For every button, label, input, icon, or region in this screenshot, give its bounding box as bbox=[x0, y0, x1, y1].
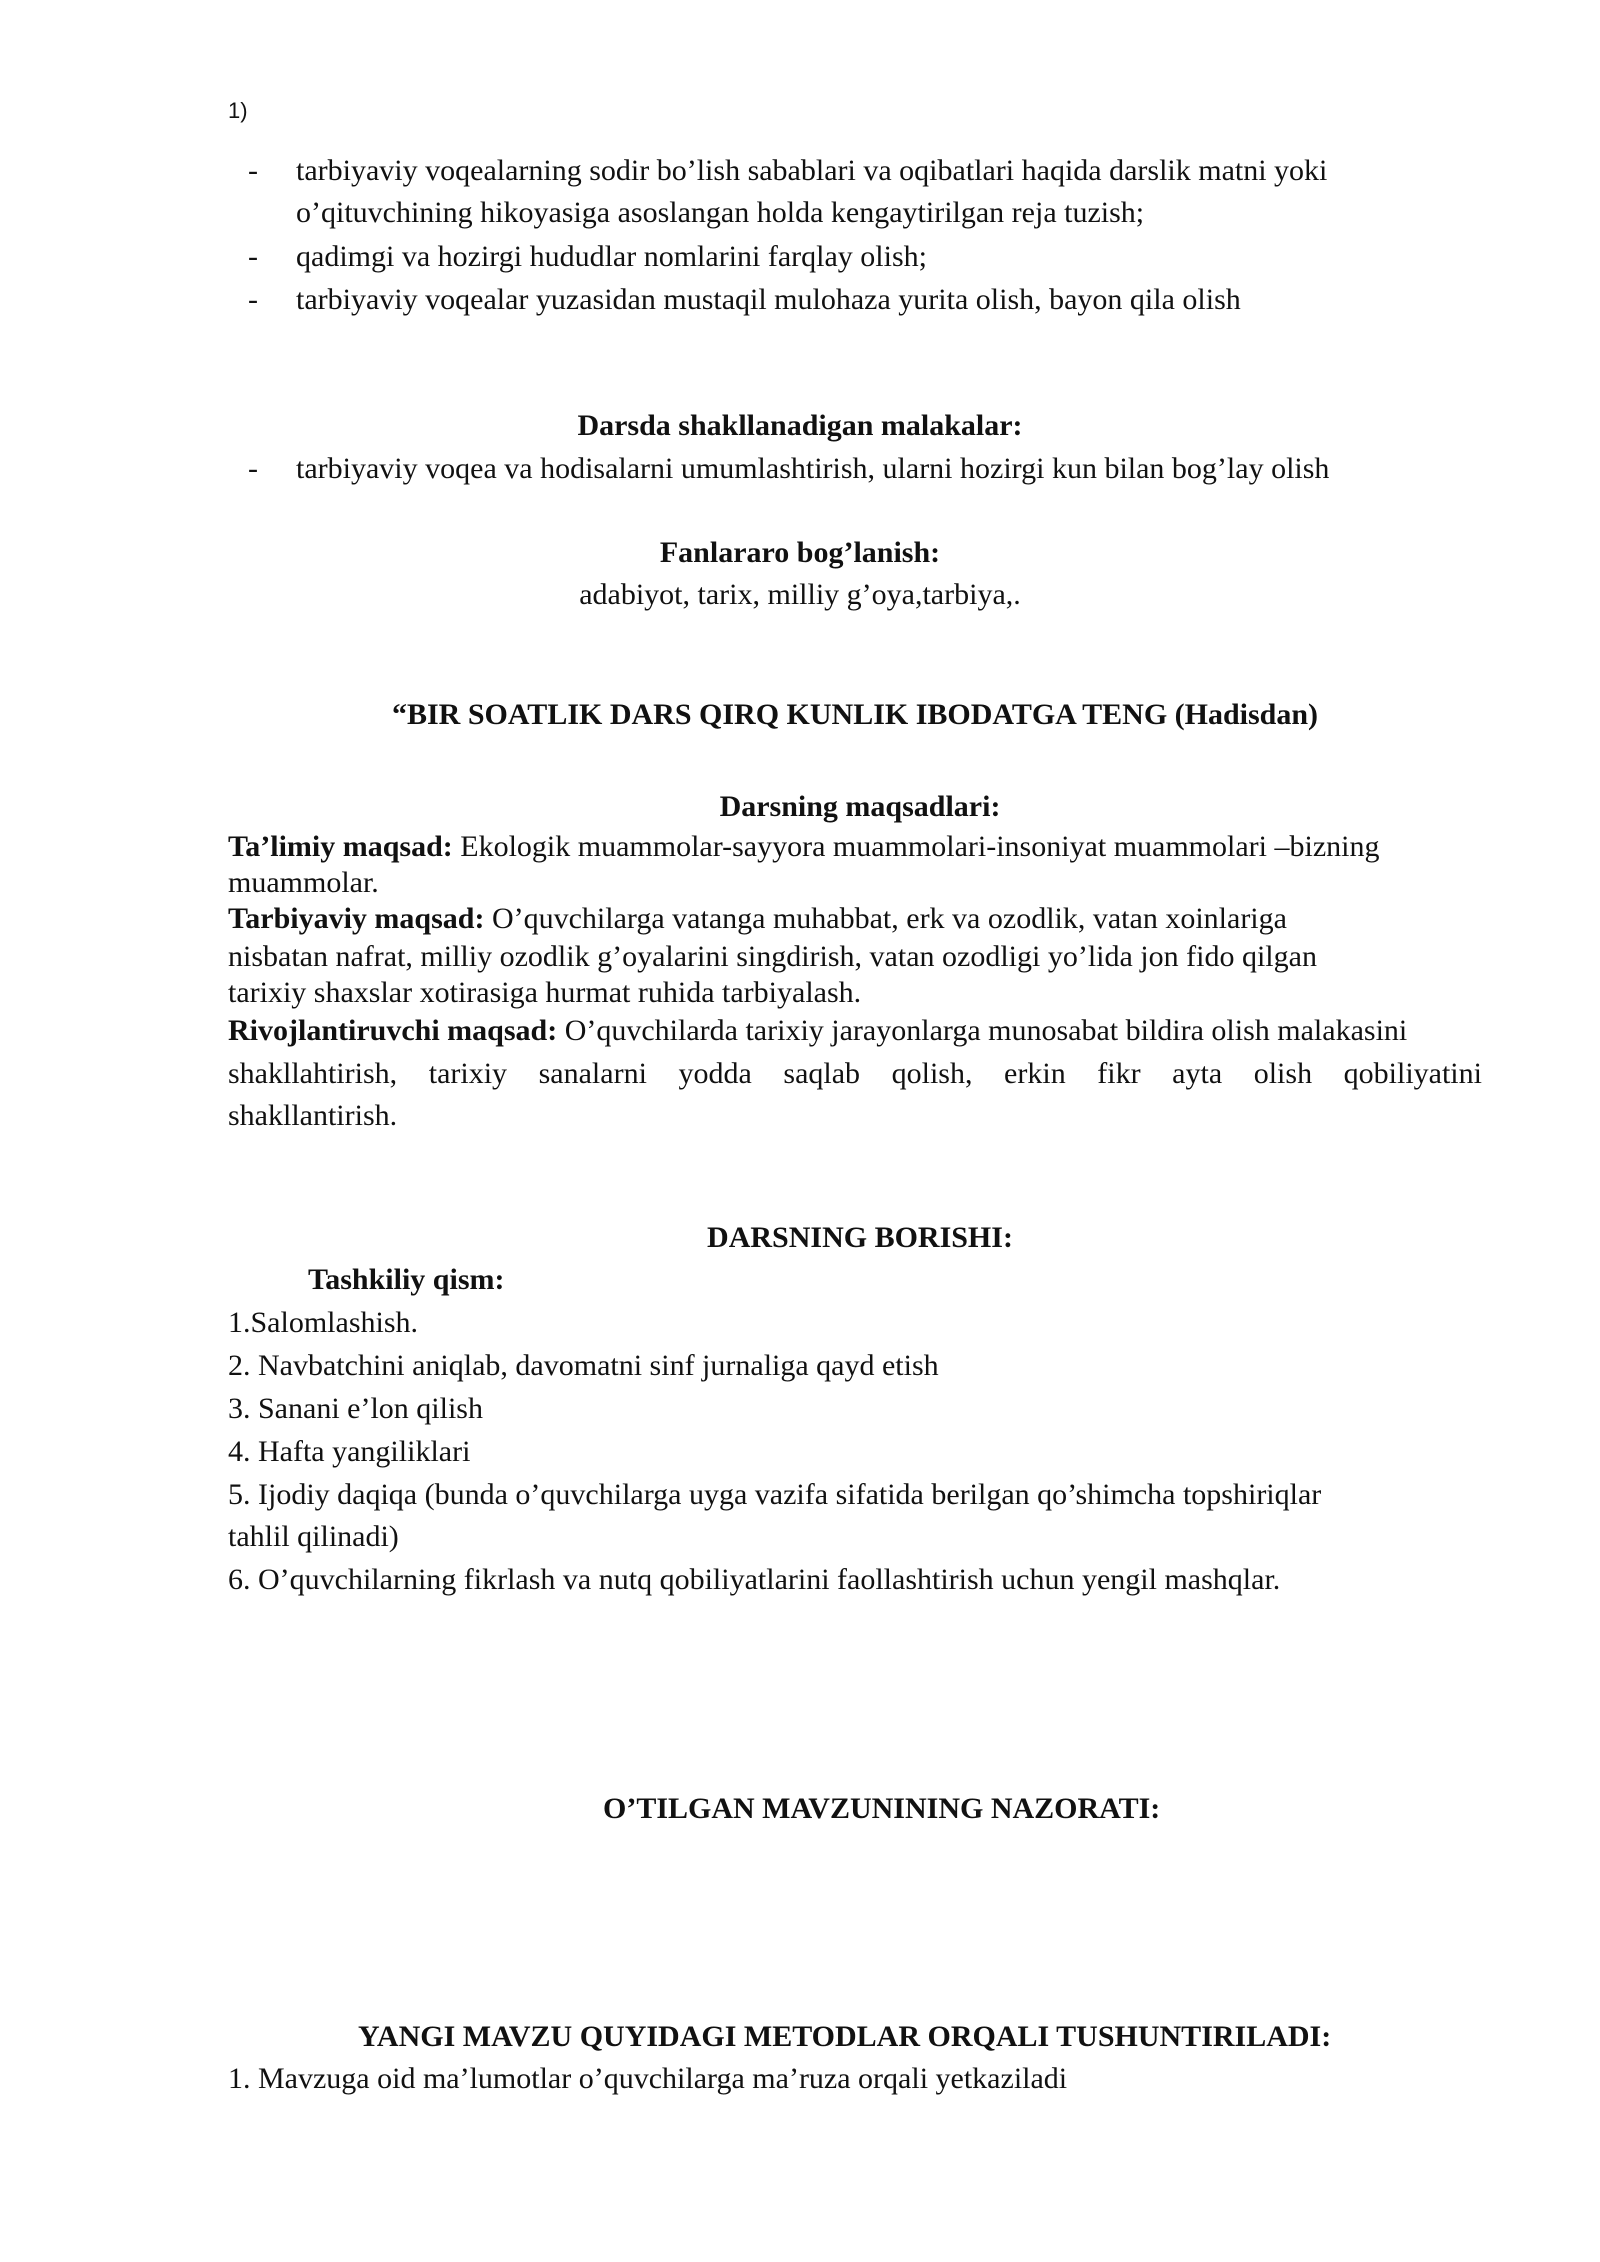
upbringing-goal-line-3: tarixiy shaxslar xotirasiga hurmat ruhida tarbiyalash. bbox=[228, 976, 862, 1009]
lesson-step: 1.Salomlashish. bbox=[228, 1306, 419, 1339]
goals-heading: Darsning maqsadlari: bbox=[719, 790, 1001, 823]
intro-bullet-2: qadimgi va hozirgi hududlar nomlarini farqlay olish; bbox=[296, 240, 927, 273]
educational-goal-label: Ta’limiy maqsad: bbox=[228, 830, 453, 863]
lesson-flow-heading: DARSNING BORISHI: bbox=[707, 1221, 1013, 1254]
lesson-step: 3. Sanani e’lon qilish bbox=[228, 1392, 483, 1425]
word: qobiliyatini bbox=[1343, 1057, 1482, 1090]
upbringing-goal-text: O’quvchilarga vatanga muhabbat, erk va ozodlik, vatan xoinlariga bbox=[484, 902, 1287, 935]
lesson-step: 2. Navbatchini aniqlab, davomatni sinf jurnaliga qayd etish bbox=[228, 1349, 939, 1382]
new-topic-heading: YANGI MAVZU QUYIDAGI METODLAR ORQALI TUSHUNTIRILADI: bbox=[358, 2020, 1332, 2053]
developmental-goal-line-3: shakllantirish. bbox=[228, 1099, 398, 1132]
intro-bullet-3: tarbiyaviy voqealar yuzasidan mustaqil mulohaza yurita olish, bayon qila olish bbox=[296, 283, 1241, 316]
word: olish bbox=[1253, 1057, 1313, 1090]
word: ayta bbox=[1172, 1057, 1223, 1090]
lesson-step: 6. O’quvchilarning fikrlash va nutq qobiliyatlarini faollashtirish uchun yengil mashqlar. bbox=[228, 1563, 1281, 1596]
intro-bullet-1-line-1: tarbiyaviy voqealarning sodir bo’lish sabablari va oqibatlari haqida darslik matni yoki bbox=[296, 154, 1328, 187]
bullet-marker: - bbox=[248, 452, 258, 485]
word: saqlab bbox=[783, 1057, 861, 1090]
word: erkin bbox=[1004, 1057, 1066, 1090]
quote-heading: “BIR SOATLIK DARS QIRQ KUNLIK IBODATGA TENG (Hadisdan) bbox=[392, 698, 1319, 731]
educational-goal-line-2: muammolar. bbox=[228, 866, 379, 899]
word: sanalarni bbox=[538, 1057, 647, 1090]
word: shakllahtirish, bbox=[228, 1057, 398, 1090]
skills-heading: Darsda shakllanadigan malakalar: bbox=[577, 409, 1023, 442]
educational-goal-line-1 bbox=[228, 826, 1379, 868]
upbringing-goal-label: Tarbiyaviy maqsad: bbox=[228, 902, 485, 935]
new-topic-item: 1. Mavzuga oid ma’lumotlar o’quvchilarga ma’ruza orqali yetkaziladi bbox=[228, 2062, 1068, 2095]
developmental-goal-label: Rivojlantiruvchi maqsad: bbox=[228, 1014, 558, 1047]
bullet-marker: - bbox=[248, 154, 258, 187]
review-heading: O’TILGAN MAVZUNINING NAZORATI: bbox=[603, 1792, 1161, 1825]
developmental-goal-line-1 bbox=[228, 1010, 1407, 1052]
lesson-step: 4. Hafta yangiliklari bbox=[228, 1435, 471, 1468]
bullet-marker: - bbox=[248, 240, 258, 273]
developmental-goal-text: O’quvchilarda tarixiy jarayonlarga munosabat bildira olish malakasini bbox=[557, 1014, 1408, 1047]
lesson-step: tahlil qilinadi) bbox=[228, 1520, 399, 1553]
word: yodda bbox=[678, 1057, 752, 1090]
organizational-part-heading: Tashkiliy qism: bbox=[308, 1263, 505, 1296]
developmental-goal-line-2 bbox=[228, 1053, 1482, 1095]
upbringing-goal-line-1 bbox=[228, 898, 1287, 940]
word: qolish, bbox=[891, 1057, 973, 1090]
lesson-step: 5. Ijodiy daqiqa (bunda o’quvchilarga uyga vazifa sifatida berilgan qo’shimcha topshiriqlar bbox=[228, 1478, 1322, 1511]
interdisciplinary-text: adabiyot, tarix, milliy g’oya,tarbiya,. bbox=[579, 578, 1021, 611]
upbringing-goal-line-2: nisbatan nafrat, milliy ozodlik g’oyalarini singdirish, vatan ozodligi yo’lida jon fido qilgan bbox=[228, 940, 1317, 973]
educational-goal-text: Ekologik muammolar-sayyora muammolari-insoniyat muammolari –bizning bbox=[452, 830, 1380, 863]
page-number: 1) bbox=[228, 98, 248, 123]
word: tarixiy bbox=[428, 1057, 508, 1090]
interdisciplinary-heading: Fanlararo bog’lanish: bbox=[659, 536, 941, 569]
bullet-marker: - bbox=[248, 283, 258, 316]
skills-bullet: tarbiyaviy voqea va hodisalarni umumlashtirish, ularni hozirgi kun bilan bog’lay olish bbox=[296, 452, 1330, 485]
word: fikr bbox=[1097, 1057, 1141, 1090]
intro-bullet-1-line-2: o’qituvchining hikoyasiga asoslangan holda kengaytirilgan reja tuzish; bbox=[296, 196, 1145, 229]
